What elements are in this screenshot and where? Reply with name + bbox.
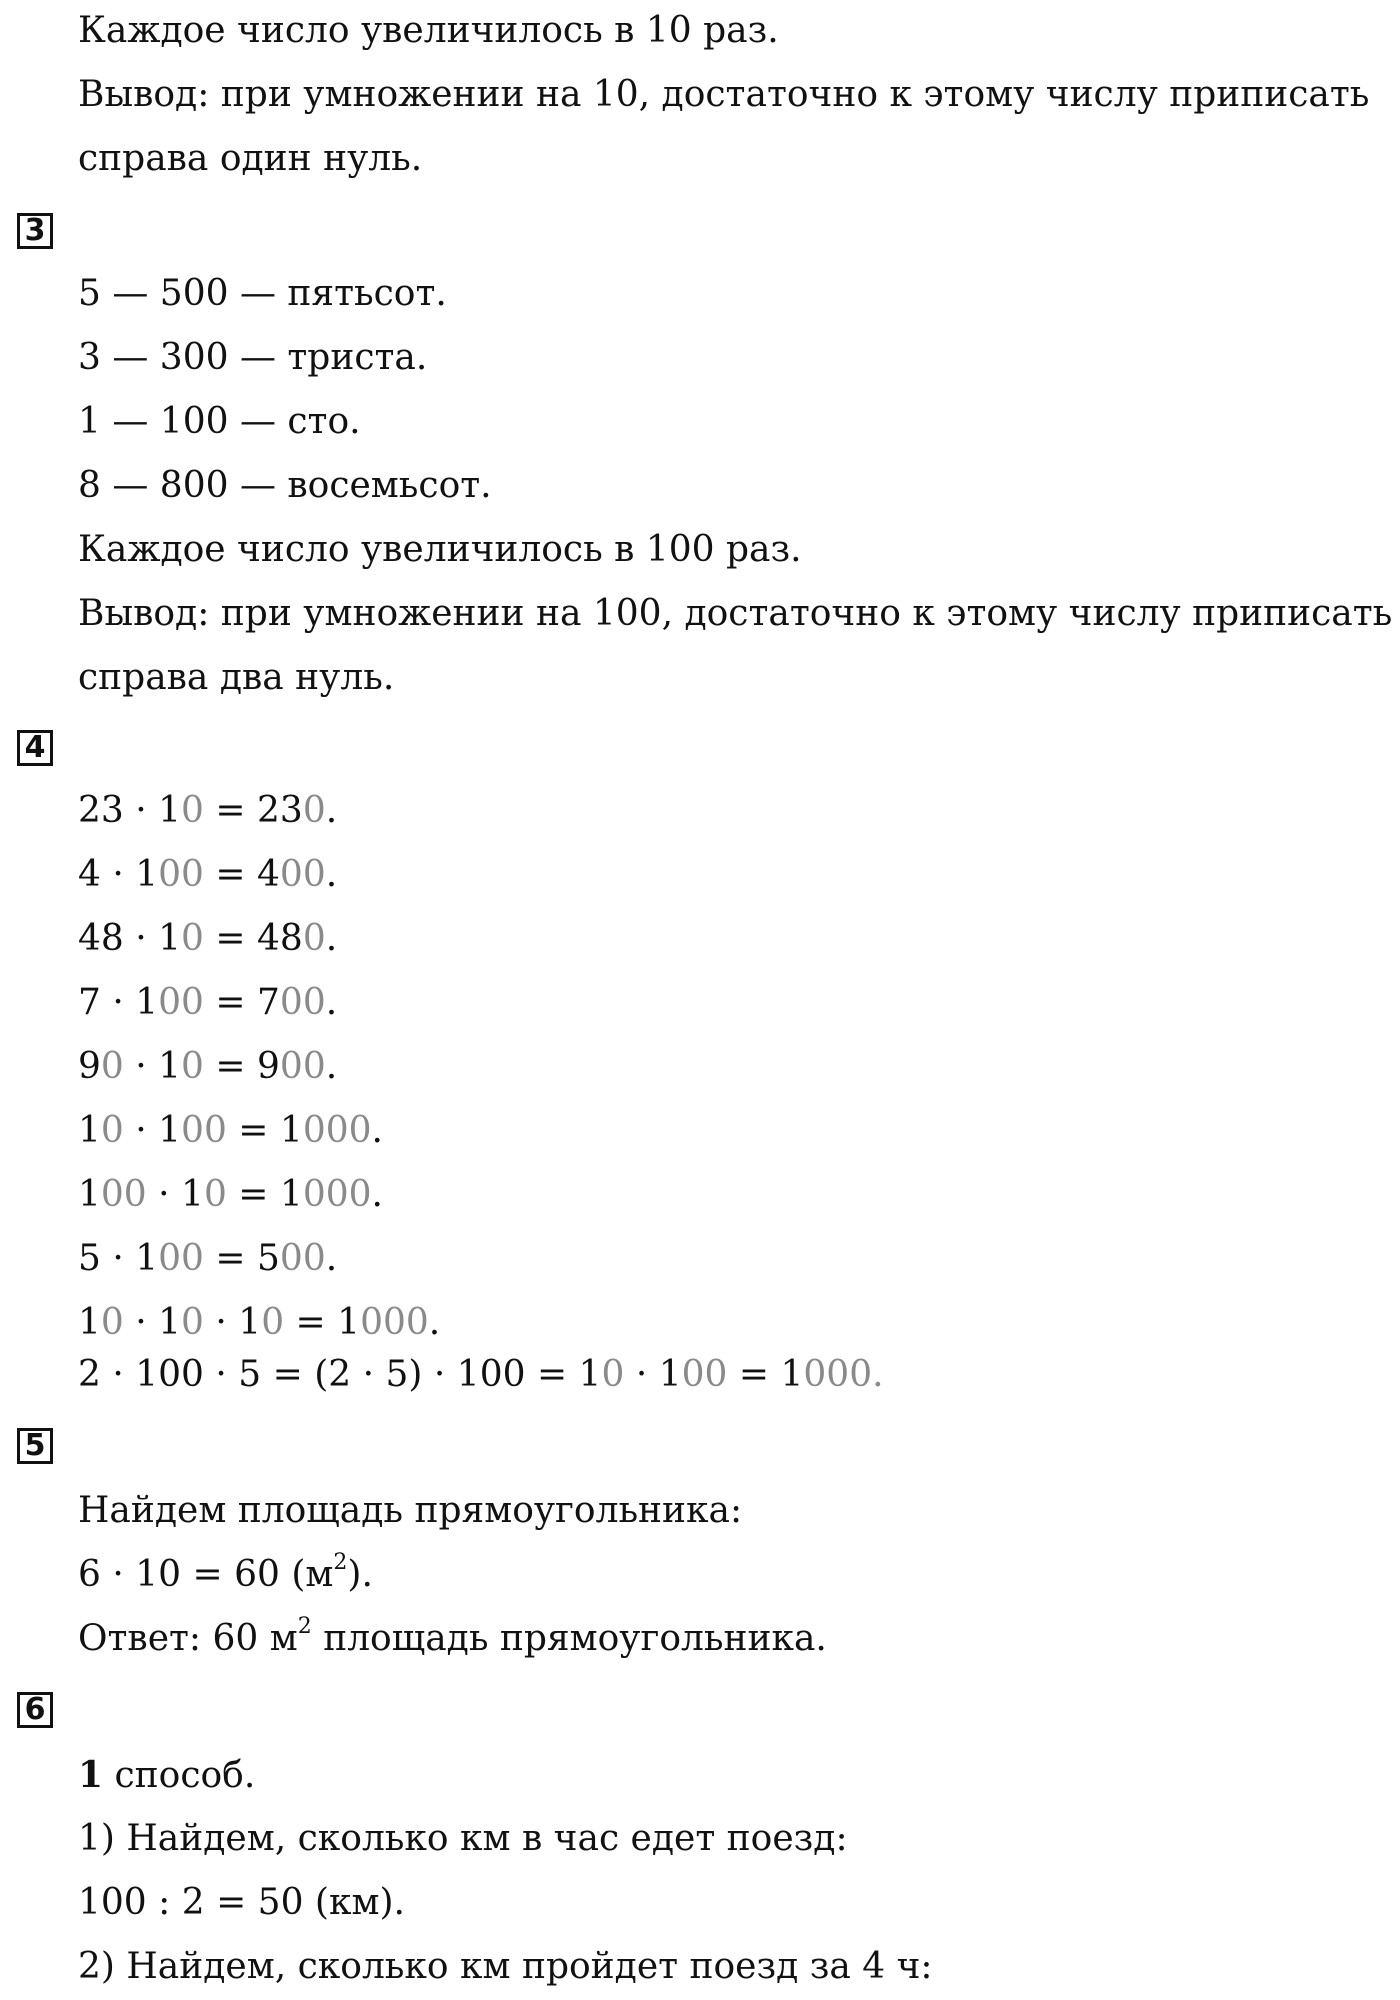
- equation-text: 23 · 1: [78, 790, 182, 831]
- task-5-answer-text: Ответ: 60 м: [78, 1618, 298, 1659]
- equation-text: 1: [78, 1302, 101, 1343]
- equation-highlighted-digits: 0: [261, 1302, 285, 1343]
- task-5-answer-end: площадь прямоугольника.: [311, 1618, 827, 1659]
- equation-highlighted-digits: 00: [158, 854, 204, 895]
- task-4-equation: [78, 1300, 440, 1346]
- equation-highlighted-digits: 0: [302, 790, 326, 831]
- equation-highlighted-digits: 0: [181, 790, 204, 831]
- equation-text: = 1: [226, 1110, 303, 1151]
- task-6-line: 2) Найдем, сколько км пройдет поезд за 4 ч:: [78, 1946, 933, 1987]
- task-6-line: 1) Найдем, сколько км в час едет поезд:: [78, 1818, 848, 1859]
- task-3-line: Вывод: при умножении на 100, достаточно к этому числу приписать: [78, 593, 1393, 634]
- equation-highlighted-digits: 00: [158, 982, 204, 1023]
- equation-text: .: [325, 1046, 338, 1087]
- task-4-equation: [78, 1044, 337, 1090]
- task-6-method-number: 1: [78, 1754, 104, 1796]
- equation-text: · 1: [203, 1302, 262, 1343]
- equation-text: · 1: [146, 1174, 204, 1215]
- task-5-equation-superscript: 2: [333, 1550, 348, 1575]
- task-6-number-badge: 6: [17, 1692, 53, 1728]
- equation-highlighted-digits: 0: [181, 1046, 204, 1087]
- task-4-equation: [78, 852, 337, 898]
- equation-text: = 23: [203, 790, 303, 831]
- equation-text: = 7: [203, 982, 280, 1023]
- task-5-line-1: Найдем площадь прямоугольника:: [78, 1490, 743, 1531]
- equation-highlighted-digits: 000: [302, 1174, 372, 1215]
- equation-text: 4 · 1: [78, 854, 159, 895]
- task-4-equation: [78, 980, 337, 1026]
- equation-text: 7 · 1: [78, 982, 159, 1023]
- task-5-answer: [78, 1616, 827, 1662]
- task-4-equation: [78, 1236, 337, 1282]
- equation-text: = 1: [284, 1302, 361, 1343]
- equation-text: = 1: [226, 1174, 303, 1215]
- task-4-equation: [78, 788, 337, 834]
- task-3-line: справа два нуль.: [78, 657, 395, 698]
- task-4-equation: [78, 1108, 383, 1154]
- equation-text: .: [428, 1302, 441, 1343]
- intro-line-1: Каждое число увеличилось в 10 раз.: [78, 10, 779, 51]
- equation-text: = 48: [203, 918, 303, 959]
- task-3-line: 8 — 800 — восемьсот.: [78, 465, 492, 506]
- equation-text: = 9: [203, 1046, 280, 1087]
- equation-highlighted-digits: 00: [279, 982, 326, 1023]
- equation-text: 1: [78, 1174, 101, 1215]
- equation-text: = 5: [203, 1238, 280, 1279]
- task-3-number-badge: 3: [17, 213, 53, 249]
- equation-highlighted-digits: 0: [181, 918, 204, 959]
- equation-text: · 1: [123, 1302, 182, 1343]
- task-6-method-label: [78, 1752, 255, 1799]
- equation-highlighted-digits: 0: [100, 1110, 124, 1151]
- equation-highlighted-digits: 00: [158, 1238, 204, 1279]
- equation-highlighted-digits: 0: [302, 918, 326, 959]
- equation-highlighted-digits: 000: [360, 1302, 429, 1343]
- equation-highlighted-digits: 0: [601, 1354, 625, 1395]
- equation-text: · 1: [123, 1110, 182, 1151]
- task-4-equation: [78, 916, 337, 962]
- task-5-area-equation: [78, 1552, 373, 1598]
- task-4-equation: [78, 1352, 884, 1398]
- task-3-line: 5 — 500 — пятьсот.: [78, 273, 447, 314]
- equation-highlighted-digits: 000: [302, 1110, 372, 1151]
- intro-line-2: Вывод: при умножении на 10, достаточно к этому числу приписать: [78, 74, 1370, 115]
- task-3-line: 3 — 300 — триста.: [78, 337, 428, 378]
- task-6-method-text: способ.: [103, 1755, 256, 1796]
- equation-text: 2 · 100 · 5 = (2 · 5) · 100 = 1: [78, 1354, 602, 1395]
- equation-highlighted-digits: 0: [100, 1302, 124, 1343]
- task-5-number-badge: 5: [17, 1428, 53, 1464]
- equation-text: .: [325, 1238, 338, 1279]
- equation-text: = 4: [203, 854, 280, 895]
- equation-text: 9: [78, 1046, 101, 1087]
- equation-highlighted-digits: 00: [279, 854, 326, 895]
- task-3-line: 1 — 100 — сто.: [78, 401, 361, 442]
- equation-highlighted-digits: 000.: [803, 1354, 884, 1395]
- equation-text: .: [325, 790, 338, 831]
- equation-text: .: [325, 918, 338, 959]
- equation-text: .: [371, 1110, 383, 1151]
- equation-text: 5 · 1: [78, 1238, 159, 1279]
- equation-highlighted-digits: 00: [681, 1354, 728, 1395]
- equation-highlighted-digits: 00: [279, 1238, 326, 1279]
- equation-text: · 1: [123, 1046, 182, 1087]
- equation-highlighted-digits: 00: [181, 1110, 227, 1151]
- equation-highlighted-digits: 0: [100, 1046, 124, 1087]
- task-6-line: 100 : 2 = 50 (км).: [78, 1882, 405, 1923]
- task-4-number-badge: 4: [17, 730, 53, 766]
- equation-text: 1: [78, 1110, 101, 1151]
- task-5-equation-text: 6 · 10 = 60 (м: [78, 1554, 334, 1595]
- task-4-equation: [78, 1172, 383, 1218]
- equation-text: · 1: [624, 1354, 682, 1395]
- equation-text: .: [371, 1174, 383, 1215]
- task-3-line: Каждое число увеличилось в 100 раз.: [78, 529, 802, 570]
- task-5-equation-end: ).: [347, 1554, 373, 1595]
- equation-text: .: [325, 982, 338, 1023]
- equation-text: 48 · 1: [78, 918, 182, 959]
- intro-line-3: справа один нуль.: [78, 138, 423, 179]
- equation-highlighted-digits: 00: [279, 1046, 326, 1087]
- equation-highlighted-digits: 0: [203, 1174, 227, 1215]
- equation-text: .: [325, 854, 338, 895]
- equation-highlighted-digits: 0: [181, 1302, 204, 1343]
- equation-highlighted-digits: 00: [100, 1174, 147, 1215]
- equation-text: = 1: [727, 1354, 804, 1395]
- task-5-answer-superscript: 2: [297, 1614, 312, 1639]
